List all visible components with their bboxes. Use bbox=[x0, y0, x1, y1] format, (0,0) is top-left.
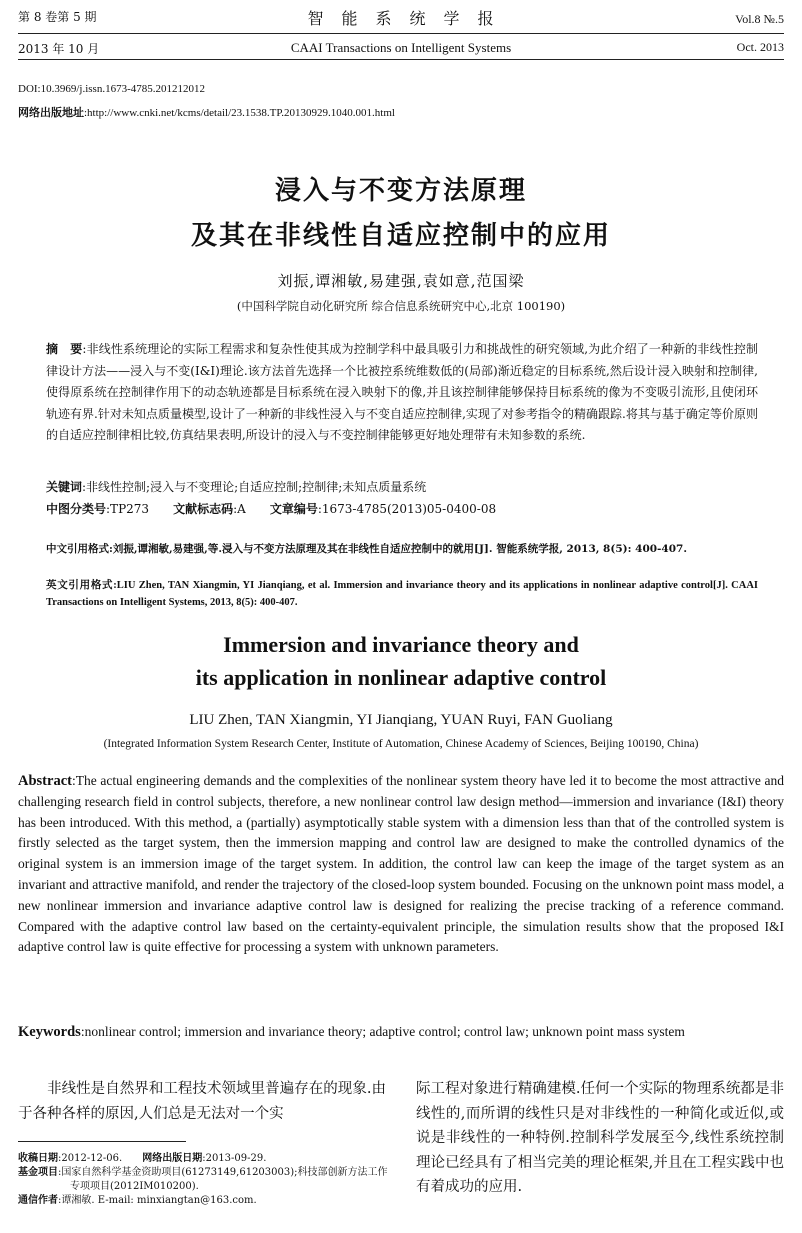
title-cn-line1: 浸入与不变方法原理 bbox=[274, 176, 527, 206]
online-date-value: :2013-09-29. bbox=[202, 1153, 267, 1164]
keywords-cn-label: 关键词 bbox=[46, 480, 83, 494]
keywords-en-label: Keywords bbox=[18, 1024, 81, 1040]
affiliation-en: (Integrated Information System Research Center, Institute of Automation, Chinese Academy of Sciences, Beijing 100190, China) bbox=[103, 738, 699, 750]
body-column-right: 际工程对象进行精确建模.任何一个实际的物理系统都是非线性的,而所谓的线性只是对非线性的一种简化或近似,或说是非线性的一种特例.控制科学发展至今,线性系统控制理论已经具有了相当完美的理论框架,并且在工程实践中也有着成功的应用. bbox=[416, 1081, 784, 1196]
corresponding-author-line bbox=[18, 1194, 390, 1208]
header-divider-bottom bbox=[18, 59, 784, 60]
volume-number: Vol.8 №.5 bbox=[735, 12, 784, 26]
doc-code-label: 文献标志码 bbox=[173, 502, 234, 516]
abstract-en-text: :The actual engineering demands and the complexities of the nonlinear system theory have led it to become the most attractive and challenging research field in control subjects, therefore, a new nonlinear control law design method—immersion and invariance (I&I) theory has been introduced. With this method, a (partially) asymptotically stable system with a dimension less than that of the controlled system is firstly selected as the target system, then the immersion mapping and control law are designed to make the controlled dynamics of the original system is an immersion image of the target system. In addition, the control law can keep the image of the target system as an invariant and attractive manifold, and render the trajectory of the closed-loop system bounded. Focusing on the unknown point mass model, a new nonlinear immersion and invariance adaptive control law is designed for realizing the precise tracking of a reference command. Compared with the adaptive control law based on the certainty-equivalent principle, the simulation results show that the proposed I&I adaptive control law is quite effective for processing a system with unknown parameters. bbox=[18, 773, 784, 955]
issue-date: Oct. 2013 bbox=[736, 40, 784, 54]
volume-issue: 第 8 卷第 5 期 bbox=[18, 10, 97, 24]
keywords-en-text: :nonlinear control; immersion and invariance theory; adaptive control; control law; unknown point mass system bbox=[80, 1024, 685, 1039]
abstract-cn-label: 摘 要 bbox=[46, 342, 83, 356]
authors-cn: 刘振,谭湘敏,易建强,袁如意,范国梁 bbox=[277, 272, 525, 290]
fund-line bbox=[18, 1166, 390, 1194]
affiliation-cn: (中国科学院自动化研究所 综合信息系统研究中心,北京 100190) bbox=[236, 299, 566, 313]
keywords-cn-text: :非线性控制;浸入与不变理论;自适应控制;控制律;未知点质量系统 bbox=[82, 480, 427, 494]
online-date-label: 网络出版日期 bbox=[142, 1153, 203, 1164]
online-url-value: :http://www.cnki.net/kcms/detail/23.1538.TP.20130929.1040.001.html bbox=[84, 107, 395, 119]
citation-en: 英文引用格式:LIU Zhen, TAN Xiangmin, YI Jianqiang, et al. Immersion and invariance theory and its applications in nonlinear adaptive control[J]. CAAI Transactions on Intelligent Systems, 2013, 8(5): 400-407. bbox=[46, 580, 758, 608]
abstract-en-label: Abstract bbox=[18, 773, 72, 789]
publication-date: 2013 年 10 月 bbox=[18, 42, 100, 56]
online-url-label: 网络出版地址 bbox=[18, 106, 84, 119]
title-cn-line2: 及其在非线性自适应控制中的应用 bbox=[190, 221, 611, 251]
doi: DOI:10.3969/j.issn.1673-4785.201212012 bbox=[18, 83, 205, 95]
title-en-line2: its application in nonlinear adaptive control bbox=[195, 665, 607, 690]
abstract-cn-text: :非线性系统理论的实际工程需求和复杂性使其成为控制学科中最具吸引力和挑战性的研究领域,为此介绍了一种新的非线性控制律设计方法——浸入与不变(I&I)理论.该方法首先选择一个比被控系统维数低的(局部)渐近稳定的目标系统,然后设计浸入映射和控制律,使得原系统在控制律作用下的动态轨迹都是目标系统在浸入映射下的像,并且该控制律能够保持目标系统的像为不变吸引流形,且使闭环轨迹有界.针对未知点质量模型,设计了一种新的非线性浸入与不变自适应控制律,实现了对参考指令的精确跟踪.将其与基于确定等价原则的自适应控制律相比较,仿真结果表明,所设计的浸入与不变控制律能够更好地处理带有未知参数的系统. bbox=[46, 342, 758, 443]
doc-code-value: :A bbox=[233, 502, 246, 516]
journal-title-en: CAAI Transactions on Intelligent Systems bbox=[290, 40, 512, 55]
corr-value: :谭湘敏. E-mail: minxiangtan@163.com. bbox=[58, 1195, 257, 1206]
online-url[interactable] bbox=[18, 104, 395, 120]
received-value: :2012-12-06. bbox=[58, 1153, 123, 1164]
abstract-cn bbox=[46, 339, 758, 469]
article-no-label: 文章编号 bbox=[269, 502, 318, 516]
received-line bbox=[18, 1152, 390, 1166]
journal-title-cn: 智 能 系 统 学 报 bbox=[307, 9, 495, 28]
fund-value: :国家自然科学基金资助项目(61273149,61203003);科技部创新方法工作专项项目(2012IM010200). bbox=[58, 1167, 388, 1192]
title-en-line1: Immersion and invariance theory and bbox=[223, 632, 579, 657]
keywords-en bbox=[18, 1022, 784, 1043]
fund-label: 基金项目 bbox=[18, 1167, 58, 1178]
citation-cn: 中文引用格式:刘振,谭湘敏,易建强,等.浸入与不变方法原理及其在非线性自适应控制中的就用[J]. 智能系统学报, 2013, 8(5): 400-407. bbox=[46, 543, 687, 555]
corr-label: 通信作者 bbox=[18, 1195, 58, 1206]
received-label: 收稿日期 bbox=[18, 1153, 58, 1164]
abstract-en bbox=[18, 771, 784, 958]
footnote-divider bbox=[18, 1141, 186, 1142]
keywords-cn bbox=[46, 477, 758, 499]
classification-line bbox=[46, 499, 758, 521]
class-label: 中图分类号 bbox=[46, 502, 107, 516]
footnote bbox=[18, 1152, 390, 1208]
body-column-left: 非线性是自然界和工程技术领域里普遍存在的现象.由于各种各样的原因,人们总是无法对一个实 bbox=[18, 1081, 386, 1122]
class-value: :TP273 bbox=[106, 502, 150, 516]
article-no-value: :1673-4785(2013)05-0400-08 bbox=[317, 502, 497, 516]
header-divider bbox=[18, 33, 784, 34]
authors-en: LIU Zhen, TAN Xiangmin, YI Jianqiang, YUAN Ruyi, FAN Guoliang bbox=[189, 712, 613, 728]
